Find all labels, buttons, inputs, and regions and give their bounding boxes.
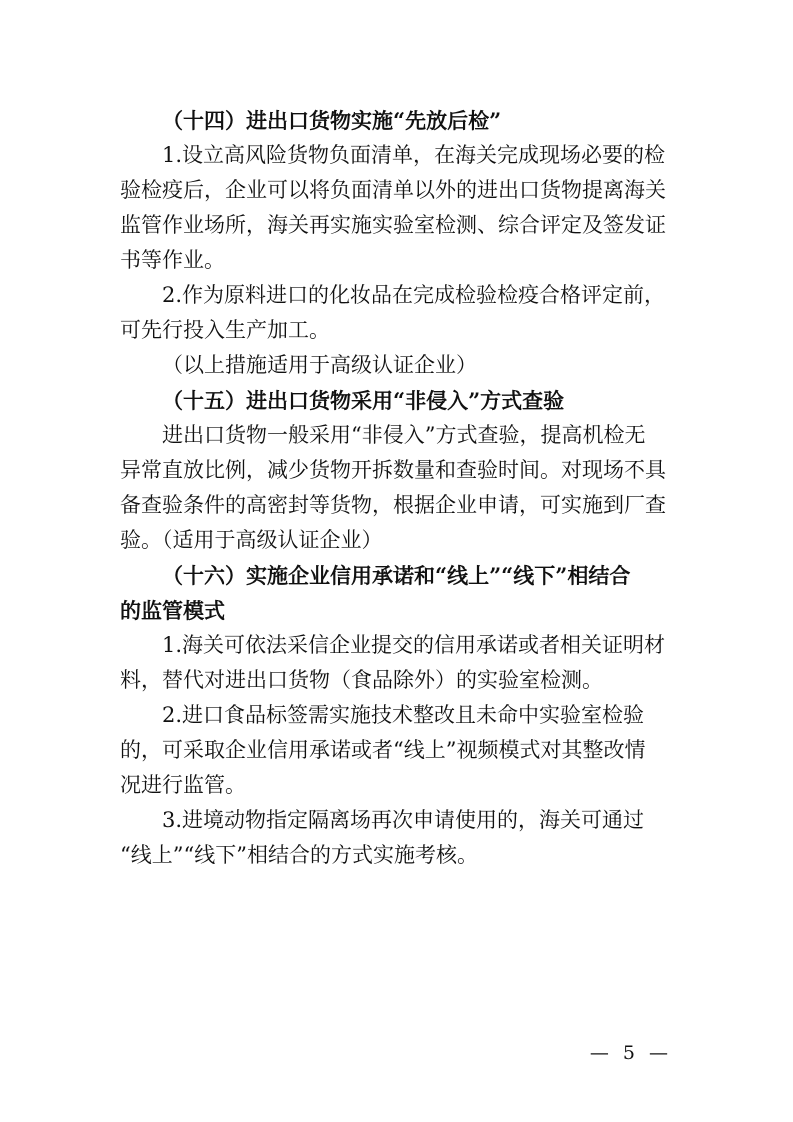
- page-number: — 5 —: [589, 1042, 672, 1064]
- paragraph-line: “线上”“线下”相结合的方式实施考核。: [120, 843, 478, 867]
- section-heading-16: （十六）实施企业信用承诺和“线上”“线下”相结合: [162, 563, 631, 588]
- paragraph-line: 料，替代对进出口货物（食品除外）的实验室检测。: [120, 668, 603, 692]
- section-heading-16-cont: 的监管模式: [120, 598, 225, 623]
- section-heading-15: （十五）进出口货物采用“非侵入”方式查验: [162, 388, 565, 413]
- paragraph-line: 1.设立高风险货物负面清单，在海关完成现场必要的检: [162, 143, 666, 167]
- paragraph-line: 2.作为原料进口的化妆品在完成检验检疫合格评定前，: [162, 283, 666, 307]
- paragraph-line: 的，可采取企业信用承诺或者“线上”视频模式对其整改情: [120, 738, 646, 762]
- document-body: [120, 103, 675, 873]
- paragraph-line: 可先行投入生产加工。: [120, 318, 330, 342]
- paragraph-line: 况进行监管。: [120, 773, 246, 797]
- applicability-note: （以上措施适用于高级认证企业）: [162, 353, 477, 377]
- paragraph-line: 验检疫后，企业可以将负面清单以外的进出口货物提离海关: [120, 178, 666, 202]
- paragraph-line: 3.进境动物指定隔离场再次申请使用的，海关可通过: [162, 808, 645, 832]
- paragraph-line: 监管作业场所，海关再实施实验室检测、综合评定及签发证: [120, 213, 666, 237]
- paragraph-line: 备查验条件的高密封等货物，根据企业申请，可实施到厂查: [120, 493, 666, 517]
- paragraph-line: 进出口货物一般采用“非侵入”方式查验，提高机检无: [162, 423, 646, 447]
- paragraph-line: 验。（适用于高级认证企业）: [120, 528, 383, 552]
- paragraph-line: 书等作业。: [120, 248, 225, 272]
- paragraph-line: 2.进口食品标签需实施技术整改且未命中实验室检验: [162, 703, 645, 727]
- section-heading-14: （十四）进出口货物实施“先放后检”: [162, 108, 502, 133]
- paragraph-line: 1.海关可依法采信企业提交的信用承诺或者相关证明材: [162, 633, 666, 657]
- paragraph-line: 异常直放比例，减少货物开拆数量和查验时间。对现场不具: [120, 458, 666, 482]
